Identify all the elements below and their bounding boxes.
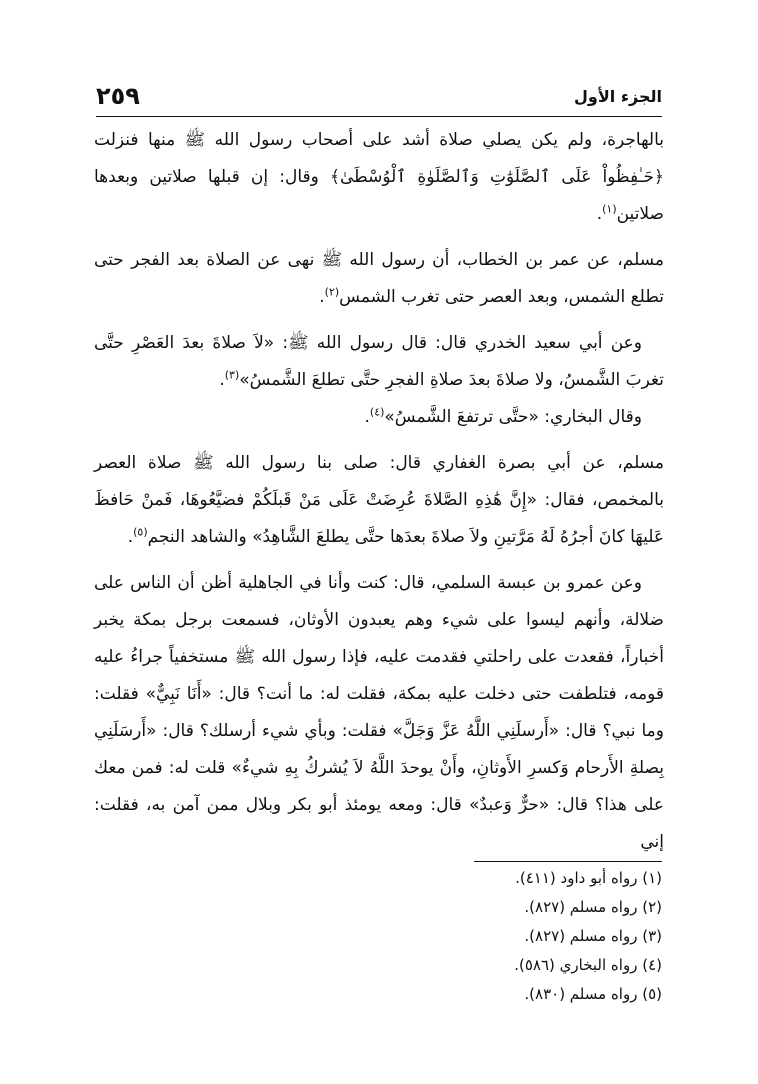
paragraph xyxy=(94,122,664,233)
paragraph-text: وقال البخاري: «حتَّى ترتفعَ الشَّمسُ» xyxy=(384,407,642,427)
paragraph-text: مسلم، عن أبي بصرة الغفاري قال: صلى بنا رسول الله ﷺ صلاة العصر بالمخمص، فقال: «إِنَّ هَٰذِهِ الصَّلاةَ عُرِضَتْ عَلَى مَنْ قَبلَكُمْ فضيَّعُوهَا، فَمنْ حَافظَ عَليهَا كانَ أجرُهُ لَهُ مَرَّتينِ ولاَ صلاةَ بعدَها حتَّى يطلعَ الشَّاهِدُ» والشاهد النجم xyxy=(94,453,664,547)
paragraph-end: . xyxy=(127,527,134,547)
page-header xyxy=(96,78,662,114)
page-number: ٢٥٩ xyxy=(96,82,140,110)
paragraph-end: . xyxy=(364,407,370,427)
paragraph xyxy=(94,242,664,316)
footnotes xyxy=(96,864,662,1009)
paragraph-text: بالهاجرة، ولم يكن يصلي صلاة أشد على أصحاب رسول الله ﷺ منها فنزلت ﴿حَـٰفِظُواْ عَلَى ٱلصَّلَوَٰتِ وَٱلصَّلَوٰةِ ٱلْوُسْطَىٰ﴾ وقال: إن قبلها صلاتين وبعدها صلاتين xyxy=(94,130,664,224)
footnote-divider xyxy=(474,861,662,862)
footnote-item: (١) رواه أبو داود (٤١١). xyxy=(515,869,662,887)
footnote-ref: (٥) xyxy=(133,525,148,539)
footnote-ref: (٢) xyxy=(324,285,340,299)
footnote-ref: (١) xyxy=(602,202,617,216)
paragraph-end: . xyxy=(319,287,325,307)
paragraph-text: وعن عمرو بن عبسة السلمي، قال: كنت وأنا في الجاهلية أظن أن الناس على ضلالة، وأنهم ليسوا على شيء وهم يعبدون الأوثان، فسمعت برجل بمكة يخبر أخباراً، فقعدت على راحلتي فقدمت عليه، فإذا رسول الله ﷺ مستخفياً جراءُ عليه قومه، فتلطفت حتى دخلت عليه بمكة، فقلت له: ما أنت؟ قال: «أَنَا نَبِيٌّ» فقلت: وما نبي؟ قال: «أَرسلَنِي اللَّهُ عَزَّ وَجَلَّ» فقلت: وبأي شيء أرسلك؟ قال: «أَرسَلَنِي بِصلةِ الأَرحام وَكسرِ الأَوثانِ، وأَنْ يوحدَ اللَّهُ لاَ يُشركُ بِهِ شيءٌ» قلت له: فمن معك على هذا؟ قال: «حرٌّ وَعبدٌ» قال: ومعه يومئذ أبو بكر وبلال ممن آمن به، فقلت: إني xyxy=(94,573,664,852)
footnote-item: (٢) رواه مسلم (٨٢٧). xyxy=(524,898,662,916)
footnote-item: (٥) رواه مسلم (٨٣٠). xyxy=(524,985,662,1003)
paragraph-end: . xyxy=(596,204,603,224)
paragraph xyxy=(94,325,664,399)
paragraph xyxy=(94,399,664,436)
paragraph-end: . xyxy=(219,370,225,390)
footnote-item: (٣) رواه مسلم (٨٢٧). xyxy=(524,927,662,945)
footnote-item: (٤) رواه البخاري (٥٨٦). xyxy=(514,956,662,974)
header-divider xyxy=(96,116,662,117)
paragraph xyxy=(94,445,664,556)
footnote-ref: (٣) xyxy=(224,368,240,382)
footnote-ref: (٤) xyxy=(369,405,385,419)
paragraph-text: مسلم، عن عمر بن الخطاب، أن رسول الله ﷺ نهى عن الصلاة بعد الفجر حتى تطلع الشمس، وبعد العصر حتى تغرب الشمس xyxy=(94,250,664,307)
paragraph xyxy=(94,565,664,861)
paragraph-text: وعن أبي سعيد الخدري قال: قال رسول الله ﷺ: «لاَ صلاةَ بعدَ العَصْرِ حتَّى تغربَ الشَّمسُ، ولا صلاةَ بعدَ صلاةِ الفجرِ حتَّى تطلعَ الشَّمسُ» xyxy=(94,333,664,390)
main-text xyxy=(94,122,664,870)
part-title: الجزء الأول xyxy=(574,86,662,106)
